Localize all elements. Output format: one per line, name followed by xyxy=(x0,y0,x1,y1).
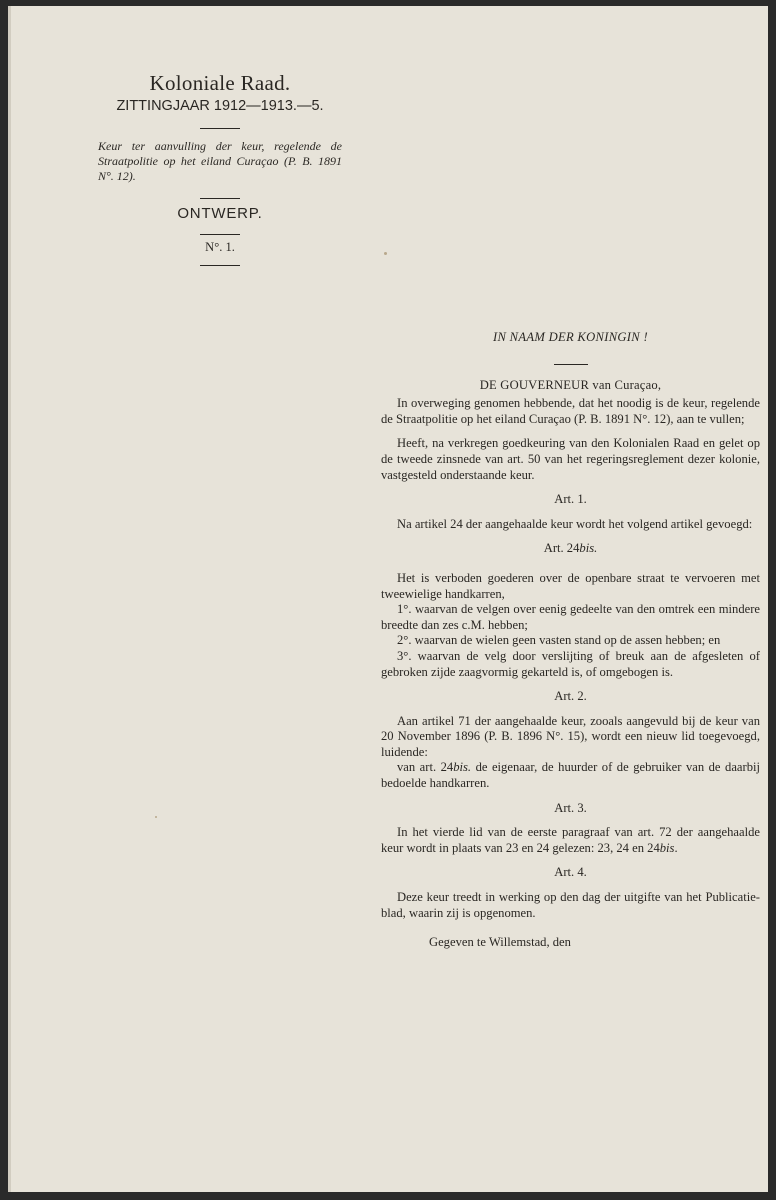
article-text-end: . xyxy=(674,840,678,855)
paper-speck xyxy=(155,816,157,818)
article-text: Het is verboden goederen over de openbare straat te vervoeren met tweewielige handkarren, xyxy=(381,570,760,601)
article-heading-bis: bis. xyxy=(579,541,598,556)
divider xyxy=(200,198,240,199)
royal-heading: IN NAAM DER KONINGIN ! xyxy=(493,330,648,344)
divider xyxy=(200,234,240,235)
ordinance-text xyxy=(381,330,760,951)
clause-bis: bis. xyxy=(453,760,472,775)
article-text: Na artikel 24 der aangehaalde keur wordt het volgend artikel gevoegd: xyxy=(397,516,753,531)
page-edge xyxy=(8,6,11,1192)
governor-line: DE GOUVERNEUR van Curaçao, xyxy=(479,377,662,392)
header-block xyxy=(90,70,350,266)
list-item: 3°. waarvan de velg door verslijting of breuk aan de afgesleten of gebroken zijde zaagvormig gekarteld is, of omgebogen is. xyxy=(381,648,760,679)
council-title: Koloniale Raad. xyxy=(149,71,291,95)
divider xyxy=(554,364,588,365)
article-heading: Art. 3. xyxy=(554,800,587,815)
article-heading: Art. 1. xyxy=(554,492,587,507)
subject-text: Keur ter aanvulling der keur, regelende de Straatpolitie op het eiland Curaçao (P. B. 1891 N°. 12). xyxy=(98,139,342,183)
article-heading-number: Art. 24 xyxy=(543,541,580,556)
article-clause xyxy=(381,760,760,791)
considering-paragraph: In overweging genomen hebbende, dat het noodig is de keur, regelende de Straatpolitie op het eiland Curaçao (P. B. 1891 N°. 12), aan te vullen; xyxy=(381,396,760,426)
paper-speck xyxy=(384,252,387,255)
article-heading: Art. 4. xyxy=(554,865,587,880)
divider xyxy=(200,265,240,266)
document-page xyxy=(8,6,768,1192)
article-text-main: In het vierde lid van de eerste paragraaf van art. 72 der aangehaalde keur wordt in plaats van 23 en 24 gelezen: 23, 24 en 24 xyxy=(381,825,760,855)
article-heading: Art. 2. xyxy=(554,689,587,704)
article-text xyxy=(381,825,760,856)
divider xyxy=(200,128,240,129)
article-heading xyxy=(381,541,760,557)
document-number: N°. 1. xyxy=(205,240,235,254)
article-text-bis: bis xyxy=(659,840,675,855)
list-item: 2°. waarvan de wielen geen vasten stand op de assen hebben; en xyxy=(397,633,721,648)
session-year: ZITTINGJAAR 1912—1913.—5. xyxy=(116,98,324,114)
article-text: Aan artikel 71 der aangehaalde keur, zooals aangevuld bij de keur van 20 November 1896 (P. B. 1896 N°. 15), wordt een nieuw lid toegevoegd, luidende: xyxy=(381,713,760,759)
list-item: 1°. waarvan de velgen over eenig gedeelte van den omtrek een mindere breedte dan zes c.M. hebben; xyxy=(381,602,760,632)
article-text: Deze keur treedt in werking op den dag der uitgifte van het Publicatie-blad, waarin zij is opgenomen. xyxy=(381,890,760,920)
document-type: ONTWERP. xyxy=(177,205,263,222)
closing-line: Gegeven te Willemstad, den xyxy=(429,935,571,950)
enacting-paragraph: Heeft, na verkregen goedkeuring van den Kolonialen Raad en gelet op de tweede zinsnede van art. 50 van het regeringsreglement dezer kolonie, vastgesteld onderstaande keur. xyxy=(381,436,760,482)
clause-rest: de eigenaar, de huurder of de gebruiker van de daarbij bedoelde handkarren. xyxy=(381,760,760,791)
clause-prefix: van art. 24 xyxy=(397,760,454,775)
